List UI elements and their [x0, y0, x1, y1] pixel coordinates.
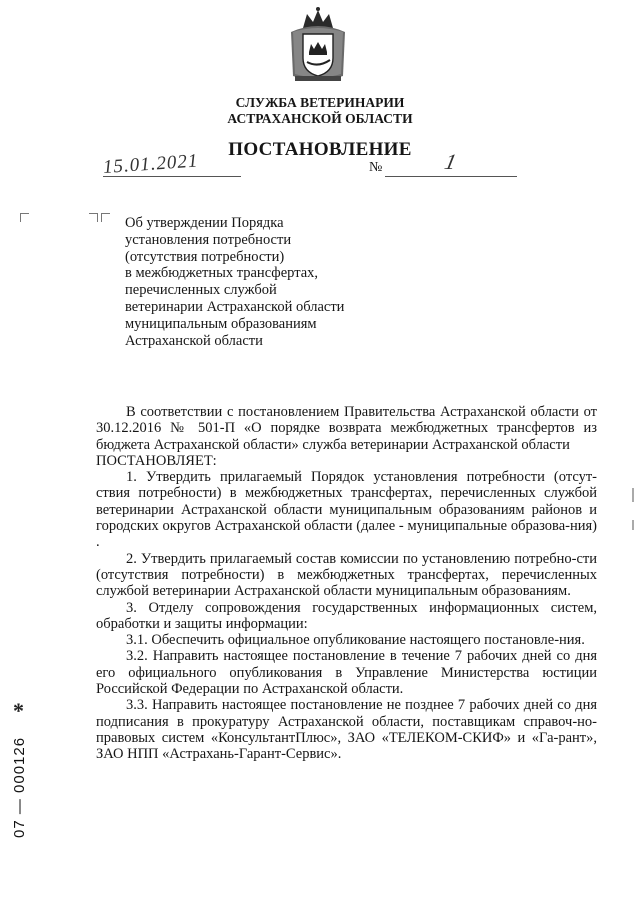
corner-mark-left	[20, 213, 29, 222]
subject-line: ветеринарии Астраханской области	[125, 298, 345, 315]
corner-mark-right-1	[89, 213, 98, 222]
subject-line: муниципальным образованиям	[125, 315, 317, 332]
org-line-2: АСТРАХАНСКОЙ ОБЛАСТИ	[227, 111, 413, 126]
side-registration-code: 07 — 000126	[11, 736, 28, 838]
item-3-3-paragraph: 3.3. Направить настоящее постановление не позднее 7 рабочих дней со дня подписания в прокуратуру Астраханской области, поставщикам справоч-но-правовых систем «КонсультантПлюс», ЗАО «ТЕЛЕКОМ-СКИФ» и «Га-рант», ЗАО НПП «Астрахань-Гарант-Сервис».	[96, 697, 597, 763]
item-3-paragraph: 3. Отделу сопровождения государственных информационных систем, обработки и защиты информации:	[96, 599, 597, 632]
scan-mark	[632, 520, 634, 530]
item-1-paragraph: 1. Утвердить прилагаемый Порядок установления потребности (отсут-ствия потребности) в межбюджетных трансфертах, перечисленных службой ветеринарии Астраханской области муниципальным образованиям районов и городских округов Астраханской области (далее - муниципальные образова-ния) .	[96, 469, 597, 551]
subject-line: установления потребности	[125, 231, 292, 248]
date-underline	[103, 176, 241, 177]
preamble-paragraph: В соответствии с постановлением Правительства Астраханской области от 30.12.2016 № 501-П «О порядке возврата межбюджетных трансфертов из бюджета Астраханской области» служба ветеринарии Астраханской области	[96, 404, 597, 453]
subject-line: Об утверждении Порядка	[125, 215, 284, 231]
subject-line: в межбюджетных трансфертах,	[125, 265, 319, 282]
resolves-heading: ПОСТАНОВЛЯЕТ:	[96, 452, 217, 469]
document-type-title: ПОСТАНОВЛЕНИЕ	[228, 139, 412, 160]
number-label: №	[369, 160, 383, 175]
document-subject	[125, 215, 425, 349]
handwritten-number: 1	[442, 149, 459, 174]
org-line-1: СЛУЖБА ВЕТЕРИНАРИИ	[235, 95, 405, 110]
subject-line: перечисленных службой	[125, 282, 277, 299]
item-2-paragraph: 2. Утвердить прилагаемый состав комиссии по установлению потребно-сти (отсутствия потребности) в межбюджетных трансфертах, перечисленных службой ветеринарии Астраханской области муниципальным образованиям.	[96, 550, 597, 600]
subject-line: (отсутствия потребности)	[125, 248, 285, 265]
organization-name	[0, 95, 640, 127]
number-underline	[385, 176, 517, 177]
item-3-2-paragraph: 3.2. Направить настоящее постановление в течение 7 рабочих дней со дня его официального опубликования в Управление Министерства юстиции Российской Федерации по Астраханской области.	[96, 648, 597, 698]
item-3-1-paragraph: 3.1. Обеспечить официальное опубликование настоящего постановле-ния.	[126, 632, 585, 649]
corner-mark-right-2	[101, 213, 110, 222]
subject-line: Астраханской области	[125, 332, 263, 349]
side-asterisk-mark: *	[13, 698, 24, 723]
scan-mark	[632, 488, 634, 502]
coat-of-arms-emblem	[283, 6, 353, 84]
document-body	[96, 404, 597, 763]
handwritten-date: 15.01.2021	[102, 150, 200, 179]
